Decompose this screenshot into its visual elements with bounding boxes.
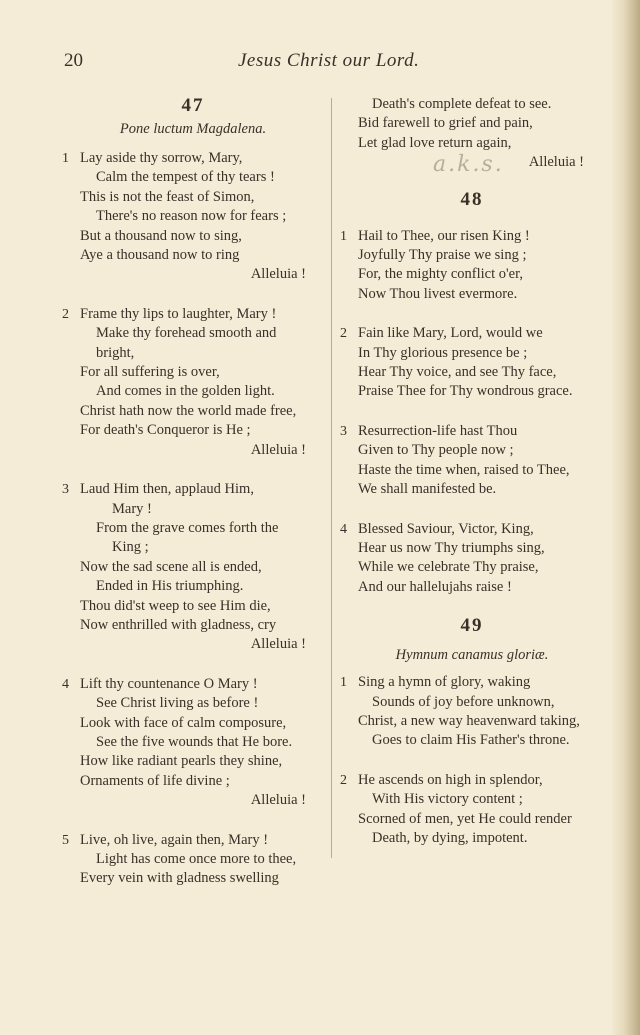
- verse-line: Death's complete defeat to see.: [372, 96, 552, 112]
- verse-line: For all suffering is over,: [80, 364, 220, 381]
- handwritten-initials: a.k.s.: [433, 152, 504, 177]
- verse-number: 2: [340, 326, 347, 342]
- verse-line: Look with face of calm composure,: [80, 714, 287, 731]
- hymn-47-verse-1: [62, 149, 324, 285]
- verse-line: From the grave comes forth the: [96, 519, 279, 536]
- verse-line: Now Thou livest evermore.: [358, 285, 518, 302]
- alleluia-line: Alleluia !: [528, 154, 584, 171]
- verse-line: Frame thy lips to laughter, Mary !: [80, 305, 277, 322]
- right-column: [340, 95, 604, 848]
- verse-line: Death, by dying, impotent.: [372, 829, 528, 846]
- verse-line: Make thy forehead smooth and: [96, 325, 277, 342]
- verse-line: In Thy glorious presence be ;: [358, 344, 528, 361]
- verse-line: Every vein with gladness swelling: [80, 870, 279, 887]
- page-edge-shadow: [612, 0, 640, 1035]
- verse-number: 1: [340, 228, 347, 244]
- verse-line: See the five wounds that He bore.: [96, 733, 293, 750]
- verse-line: Given to Thy people now ;: [358, 442, 514, 459]
- alleluia-line: Alleluia !: [250, 441, 306, 458]
- verse-line: Fain like Mary, Lord, would we: [358, 325, 543, 342]
- page-header: [0, 50, 640, 74]
- verse-line: But a thousand now to sing,: [80, 227, 242, 244]
- verse-number: 2: [340, 772, 347, 788]
- verse-line: For, the mighty conflict o'er,: [358, 266, 523, 283]
- verse-line: Lay aside thy sorrow, Mary,: [80, 150, 243, 166]
- verse-line: And our hallelujahs raise !: [358, 578, 512, 595]
- verse-line: Praise Thee for Thy wondrous grace.: [358, 383, 573, 400]
- hymn-47-verse-4: [62, 675, 324, 811]
- verse-line: Lift thy countenance O Mary !: [80, 675, 258, 692]
- alleluia-line: Alleluia !: [250, 792, 306, 809]
- verse-line: How like radiant pearls they shine,: [80, 753, 283, 770]
- verse-line: Resurrection-life hast Thou: [358, 422, 518, 439]
- verse-line: Scorned of men, yet He could render: [358, 810, 572, 827]
- verse-line: Hail to Thee, our risen King !: [358, 227, 530, 244]
- hymn-number-48: 48: [460, 188, 484, 210]
- verse-line: Let glad love return again,: [358, 134, 512, 151]
- column-divider: [331, 98, 332, 858]
- hymn-title-47: Pone luctum Magdalena.: [119, 121, 267, 137]
- verse-number: 1: [62, 151, 69, 166]
- verse-line: bright,: [96, 344, 135, 361]
- verse-line: Ended in His triumphing.: [96, 578, 244, 595]
- verse-line: King ;: [112, 539, 149, 556]
- verse-line: Christ hath now the world made free,: [80, 402, 297, 419]
- verse-line: Christ, a new way heavenward taking,: [358, 712, 580, 729]
- verse-number: 3: [340, 423, 347, 439]
- verse-line: Haste the time when, raised to Thee,: [358, 461, 570, 478]
- verse-line: Hear Thy voice, and see Thy face,: [358, 364, 557, 381]
- verse-line: Now the sad scene all is ended,: [80, 558, 262, 575]
- hymn-47-continuation: [340, 95, 604, 177]
- verse-line: There's no reason now for fears ;: [96, 208, 287, 225]
- verse-line: For death's Conqueror is He ;: [80, 422, 251, 439]
- running-head: Jesus Christ our Lord.: [238, 50, 420, 71]
- verse-line: Joyfully Thy praise we sing ;: [358, 247, 527, 264]
- verse-line: We shall manifested be.: [358, 481, 497, 498]
- hymn-number-47: 47: [181, 95, 205, 116]
- verse-line: Calm the tempest of thy tears !: [96, 169, 275, 186]
- verse-line: See Christ living as before !: [96, 695, 259, 712]
- hymn-49-verse-2: [340, 771, 604, 849]
- verse-number: 4: [62, 676, 69, 692]
- verse-number: 1: [340, 675, 347, 691]
- verse-line: This is not the feast of Simon,: [80, 188, 255, 205]
- verse-line: Laud Him then, applaud Him,: [80, 481, 254, 498]
- hymn-49-verse-1: [340, 673, 604, 751]
- verse-line: And comes in the golden light.: [96, 383, 275, 400]
- verse-line: Sing a hymn of glory, waking: [358, 674, 531, 691]
- verse-line: Goes to claim His Father's throne.: [372, 732, 570, 749]
- verse-number: 4: [340, 521, 347, 537]
- hymn-47-verse-5: [62, 831, 324, 889]
- hymn-48-verse-4: [340, 520, 604, 598]
- hymn-48-verse-1: [340, 227, 604, 305]
- verse-line: He ascends on high in splendor,: [358, 771, 543, 788]
- hymn-48-verse-2: [340, 324, 604, 402]
- verse-line: Blessed Saviour, Victor, King,: [358, 520, 534, 537]
- left-column: [62, 95, 324, 889]
- verse-line: Mary !: [112, 500, 152, 517]
- verse-number: 2: [62, 306, 69, 322]
- alleluia-line: Alleluia !: [250, 266, 306, 283]
- page-number: 20: [64, 50, 83, 71]
- verse-line: Light has come once more to thee,: [96, 851, 297, 867]
- alleluia-line: Alleluia !: [250, 636, 306, 653]
- hymn-47-verse-2: [62, 305, 324, 460]
- hymn-title-49: Hymnum canamus gloriæ.: [395, 647, 549, 664]
- hymn-number-49: 49: [460, 615, 484, 637]
- verse-line: Bid farewell to grief and pain,: [358, 115, 533, 132]
- verse-line: Thou did'st weep to see Him die,: [80, 597, 271, 614]
- hymn-48-verse-3: [340, 422, 604, 500]
- verse-line: Live, oh live, again then, Mary !: [80, 831, 269, 848]
- verse-number: 3: [62, 482, 69, 498]
- verse-line: With His victory content ;: [372, 791, 523, 808]
- hymn-47-verse-3: [62, 480, 324, 655]
- verse-number: 5: [62, 832, 69, 848]
- verse-line: While we celebrate Thy praise,: [358, 559, 539, 576]
- verse-line: Sounds of joy before unknown,: [372, 693, 555, 710]
- verse-line: Hear us now Thy triumphs sing,: [358, 539, 545, 556]
- verse-line: Ornaments of life divine ;: [80, 772, 230, 789]
- verse-line: Now enthrilled with gladness, cry: [80, 616, 277, 633]
- verse-line: Aye a thousand now to ring: [80, 247, 240, 264]
